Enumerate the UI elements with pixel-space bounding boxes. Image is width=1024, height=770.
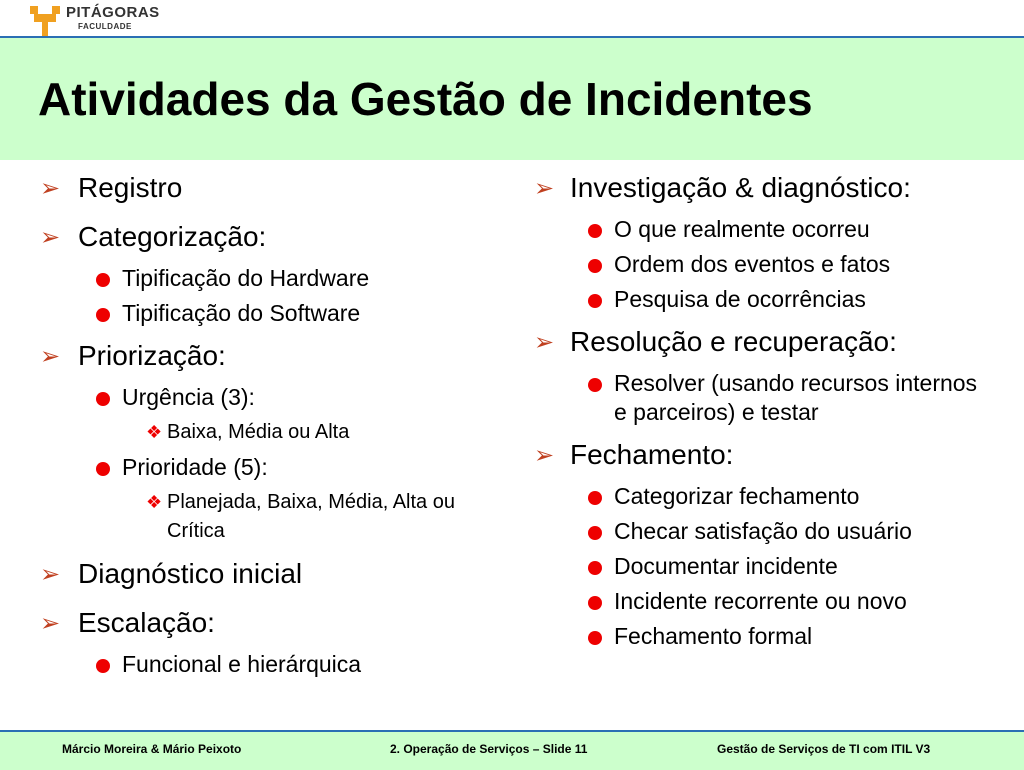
bullet-text: Pesquisa de ocorrências bbox=[614, 286, 866, 312]
round-bullet-icon bbox=[96, 392, 110, 406]
bullet-text: Funcional e hierárquica bbox=[122, 651, 362, 677]
slide-title: Atividades da Gestão de Incidentes bbox=[38, 73, 813, 125]
diamond-bullet-icon: ❖ bbox=[146, 422, 163, 442]
round-bullet-icon bbox=[96, 308, 110, 322]
bullet-item-level-2 bbox=[530, 250, 994, 279]
bullet-item-level-2 bbox=[38, 264, 508, 293]
arrow-bullet-icon: ➢ bbox=[40, 224, 61, 251]
round-bullet-icon bbox=[588, 259, 602, 273]
bullet-item-level-2 bbox=[530, 369, 994, 427]
round-bullet-icon bbox=[96, 462, 110, 476]
bullet-item-level-2 bbox=[530, 285, 994, 314]
bullet-text: Investigação & diagnóstico: bbox=[570, 172, 911, 203]
bullet-text: Fechamento formal bbox=[614, 623, 813, 649]
arrow-bullet-icon: ➢ bbox=[534, 442, 555, 469]
header-bar bbox=[0, 0, 1024, 36]
bullet-item-level-1 bbox=[38, 607, 508, 639]
round-bullet-icon bbox=[588, 378, 602, 392]
arrow-bullet-icon: ➢ bbox=[40, 343, 61, 370]
bullet-text: Incidente recorrente ou novo bbox=[614, 588, 907, 614]
bullet-text: Tipificação do Hardware bbox=[122, 265, 370, 291]
bullet-item-level-1 bbox=[38, 340, 508, 372]
round-bullet-icon bbox=[96, 659, 110, 673]
arrow-bullet-icon: ➢ bbox=[40, 610, 61, 637]
logo-subtitle: FACULDADE bbox=[78, 22, 132, 31]
round-bullet-icon bbox=[588, 294, 602, 308]
bullet-item-level-2 bbox=[530, 622, 994, 651]
bullet-text: Priorização: bbox=[78, 340, 226, 371]
round-bullet-icon bbox=[96, 273, 110, 287]
bullet-text: O que realmente ocorreu bbox=[614, 216, 870, 242]
pitagoras-logo bbox=[28, 2, 168, 36]
bullet-item-level-3 bbox=[38, 418, 497, 447]
footer-course-title: Gestão de Serviços de TI com ITIL V3 bbox=[717, 742, 931, 756]
bullet-text: Ordem dos eventos e fatos bbox=[614, 251, 891, 277]
bullet-item-level-2 bbox=[530, 587, 994, 616]
right-bullet-column bbox=[530, 172, 1020, 663]
bullet-text: Fechamento: bbox=[570, 439, 734, 470]
bullet-text: Tipificação do Software bbox=[122, 300, 361, 326]
bullet-item-level-2 bbox=[38, 383, 508, 412]
bullet-item-level-2 bbox=[530, 517, 994, 546]
bullet-text: Categorização: bbox=[78, 221, 267, 252]
bullet-text: Diagnóstico inicial bbox=[78, 558, 303, 589]
round-bullet-icon bbox=[588, 631, 602, 645]
logo-name: PITÁGORAS bbox=[66, 4, 160, 21]
round-bullet-icon bbox=[588, 491, 602, 505]
bullet-text: Resolver (usando recursos internos e parceiros) e testar bbox=[614, 370, 978, 425]
footer-bar bbox=[0, 730, 1024, 770]
bullet-text: Documentar incidente bbox=[614, 553, 838, 579]
bullet-item-level-2 bbox=[530, 215, 994, 244]
pitagoras-logo-icon bbox=[28, 2, 62, 36]
arrow-bullet-icon: ➢ bbox=[534, 329, 555, 356]
bullet-item-level-1 bbox=[530, 172, 1020, 204]
bullet-item-level-2 bbox=[38, 299, 508, 328]
footer-slide-number: 2. Operação de Serviços – Slide 11 bbox=[390, 742, 588, 756]
bullet-item-level-2 bbox=[530, 552, 994, 581]
bullet-text: Planejada, Baixa, Média, Alta ou Crítica bbox=[167, 491, 455, 542]
bullet-item-level-2 bbox=[530, 482, 994, 511]
bullet-text: Baixa, Média ou Alta bbox=[167, 421, 350, 443]
bullet-item-level-1 bbox=[38, 172, 508, 204]
bullet-text: Resolução e recuperação: bbox=[570, 326, 897, 357]
bullet-item-level-1 bbox=[530, 439, 1020, 471]
arrow-bullet-icon: ➢ bbox=[40, 175, 61, 202]
round-bullet-icon bbox=[588, 224, 602, 238]
bullet-text: Checar satisfação do usuário bbox=[614, 518, 912, 544]
round-bullet-icon bbox=[588, 526, 602, 540]
arrow-bullet-icon: ➢ bbox=[534, 175, 555, 202]
footer-authors: Márcio Moreira & Mário Peixoto bbox=[62, 742, 242, 756]
diamond-bullet-icon: ❖ bbox=[146, 492, 163, 512]
bullet-item-level-2 bbox=[38, 453, 508, 482]
round-bullet-icon bbox=[588, 596, 602, 610]
bullet-text: Registro bbox=[78, 172, 183, 203]
bullet-text: Prioridade (5): bbox=[122, 454, 268, 480]
bullet-item-level-2 bbox=[38, 650, 508, 679]
bullet-item-level-3 bbox=[38, 488, 497, 546]
left-bullet-column bbox=[38, 172, 508, 691]
bullet-text: Escalação: bbox=[78, 607, 215, 638]
title-band bbox=[0, 36, 1024, 160]
bullet-item-level-1 bbox=[38, 221, 508, 253]
bullet-item-level-1 bbox=[38, 558, 508, 590]
bullet-item-level-1 bbox=[530, 326, 1020, 358]
round-bullet-icon bbox=[588, 561, 602, 575]
bullet-text: Urgência (3): bbox=[122, 384, 255, 410]
arrow-bullet-icon: ➢ bbox=[40, 561, 61, 588]
bullet-text: Categorizar fechamento bbox=[614, 483, 860, 509]
